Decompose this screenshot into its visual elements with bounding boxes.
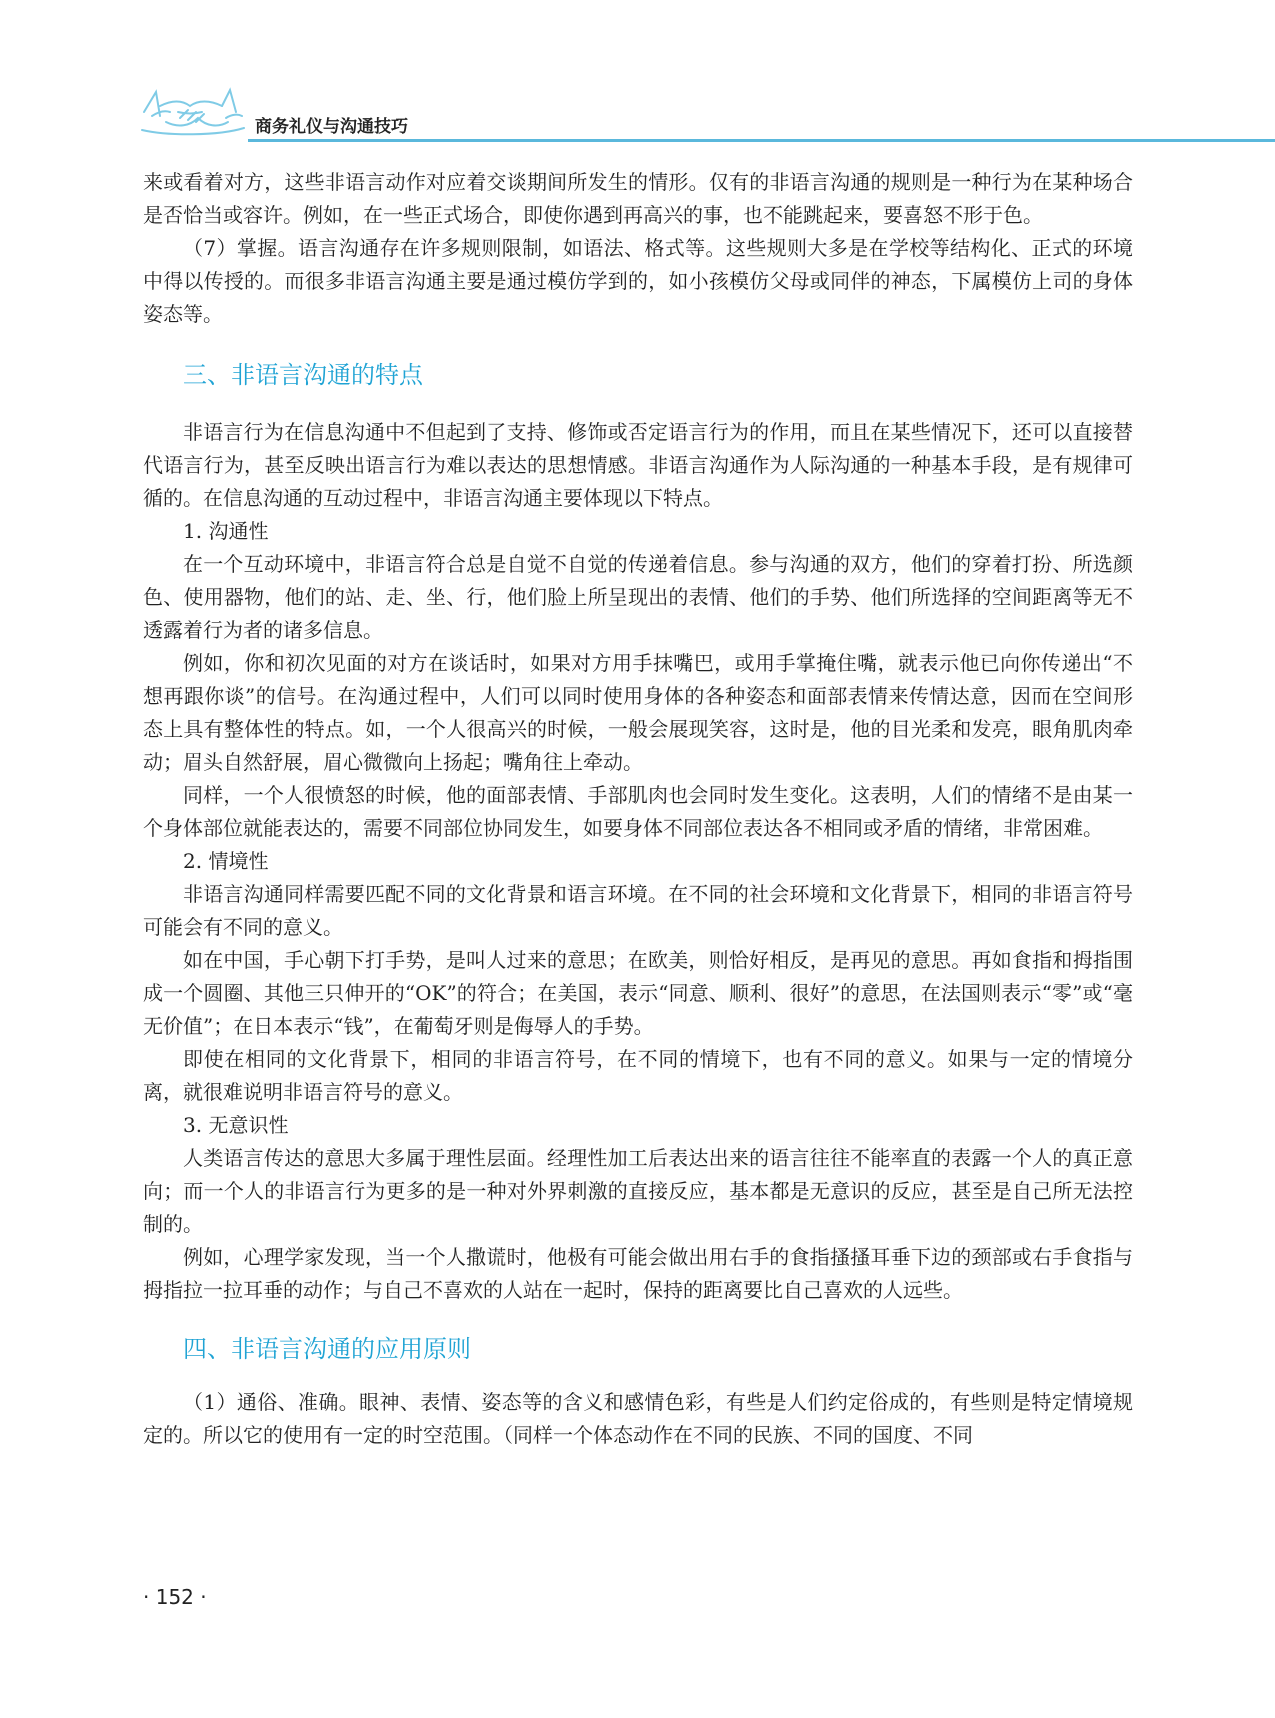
paragraph: 非语言沟通同样需要匹配不同的文化背景和语言环境。在不同的社会环境和文化背景下，相同的非语言符号可能会有不同的意义。 xyxy=(143,882,1133,939)
book-title: 商务礼仪与沟通技巧 xyxy=(255,117,408,137)
paragraph: 例如，你和初次见面的对方在谈话时，如果对方用手抹嘴巴，或用手掌掩住嘴，就表示他已向你传递出“不想再跟你谈”的信号。在沟通过程中，人们可以同时使用身体的各种姿态和面部表情来传情达意，因而在空间形态上具有整体性的特点。如，一个人很高兴的时候，一般会展现笑容，这时是，他的目光柔和发亮，眼角肌肉牵动；眉头自然舒展，眉心微微向上扬起；嘴角往上牵动。 xyxy=(143,651,1133,774)
page-number: · 152 · xyxy=(143,1585,207,1609)
paragraph: （1）通俗、准确。眼神、表情、姿态等的含义和感情色彩，有些是人们约定俗成的，有些则是特定情境规定的。所以它的使用有一定的时空范围。（同样一个体态动作在不同的民族、不同的国度、不同 xyxy=(143,1390,1133,1447)
paragraph: 同样，一个人很愤怒的时候，他的面部表情、手部肌肉也会同时发生变化。这表明，人们的情绪不是由某一个身体部位就能表达的，需要不同部位协同发生，如要身体不同部位表达各不相同或矛盾的情绪，非常困难。 xyxy=(143,783,1133,840)
subheading: 3. 无意识性 xyxy=(183,1113,289,1137)
paragraph: 如在中国，手心朝下打手势，是叫人过来的意思；在欧美，则恰好相反，是再见的意思。再如食指和拇指围成一个圆圈、其他三只伸开的“OK”的符合；在美国，表示“同意、顺利、很好”的意思，在法国则表示“零”或“毫无价值”；在日本表示“钱”，在葡萄牙则是侮辱人的手势。 xyxy=(143,948,1133,1038)
paragraph: 人类语言传达的意思大多属于理性层面。经理性加工后表达出来的语言往往不能率直的表露一个人的真正意向；而一个人的非语言行为更多的是一种对外界刺激的直接反应，基本都是无意识的反应，甚至是自己所无法控制的。 xyxy=(143,1146,1133,1236)
paragraph: 即使在相同的文化背景下，相同的非语言符号，在不同的情境下，也有不同的意义。如果与一定的情境分离，就很难说明非语言符号的意义。 xyxy=(143,1047,1133,1104)
page-header xyxy=(0,0,1275,150)
subheading: 1. 沟通性 xyxy=(183,519,269,543)
paragraph: 非语言行为在信息沟通中不但起到了支持、修饰或否定语言行为的作用，而且在某些情况下，还可以直接替代语言行为，甚至反映出语言行为难以表达的思想情感。非语言沟通作为人际沟通的一种基本手段，是有规律可循的。在信息沟通的互动过程中，非语言沟通主要体现以下特点。 xyxy=(143,420,1133,510)
section-heading: 三、非语言沟通的特点 xyxy=(183,361,423,389)
header-rule xyxy=(248,139,1275,142)
handshake-icon xyxy=(138,82,248,138)
paragraph: 例如，心理学家发现，当一个人撒谎时，他极有可能会做出用右手的食指搔搔耳垂下边的颈部或右手食指与拇指拉一拉耳垂的动作；与自己不喜欢的人站在一起时，保持的距离要比自己喜欢的人远些。 xyxy=(143,1245,1133,1302)
page-body xyxy=(143,166,1133,1452)
paragraph: 在一个互动环境中，非语言符合总是自觉不自觉的传递着信息。参与沟通的双方，他们的穿着打扮、所选颜色、使用器物，他们的站、走、坐、行，他们脸上所呈现出的表情、他们的手势、他们所选择的空间距离等无不透露着行为者的诸多信息。 xyxy=(143,552,1133,642)
subheading: 2. 情境性 xyxy=(183,849,269,873)
paragraph: 来或看着对方，这些非语言动作对应着交谈期间所发生的情形。仅有的非语言沟通的规则是一种行为在某种场合是否恰当或容许。例如，在一些正式场合，即使你遇到再高兴的事，也不能跳起来，要喜怒不形于色。 xyxy=(143,170,1133,227)
paragraph: （7）掌握。语言沟通存在许多规则限制，如语法、格式等。这些规则大多是在学校等结构化、正式的环境中得以传授的。而很多非语言沟通主要是通过模仿学到的，如小孩模仿父母或同伴的神态，下属模仿上司的身体姿态等。 xyxy=(143,236,1133,326)
section-heading: 四、非语言沟通的应用原则 xyxy=(183,1335,471,1363)
